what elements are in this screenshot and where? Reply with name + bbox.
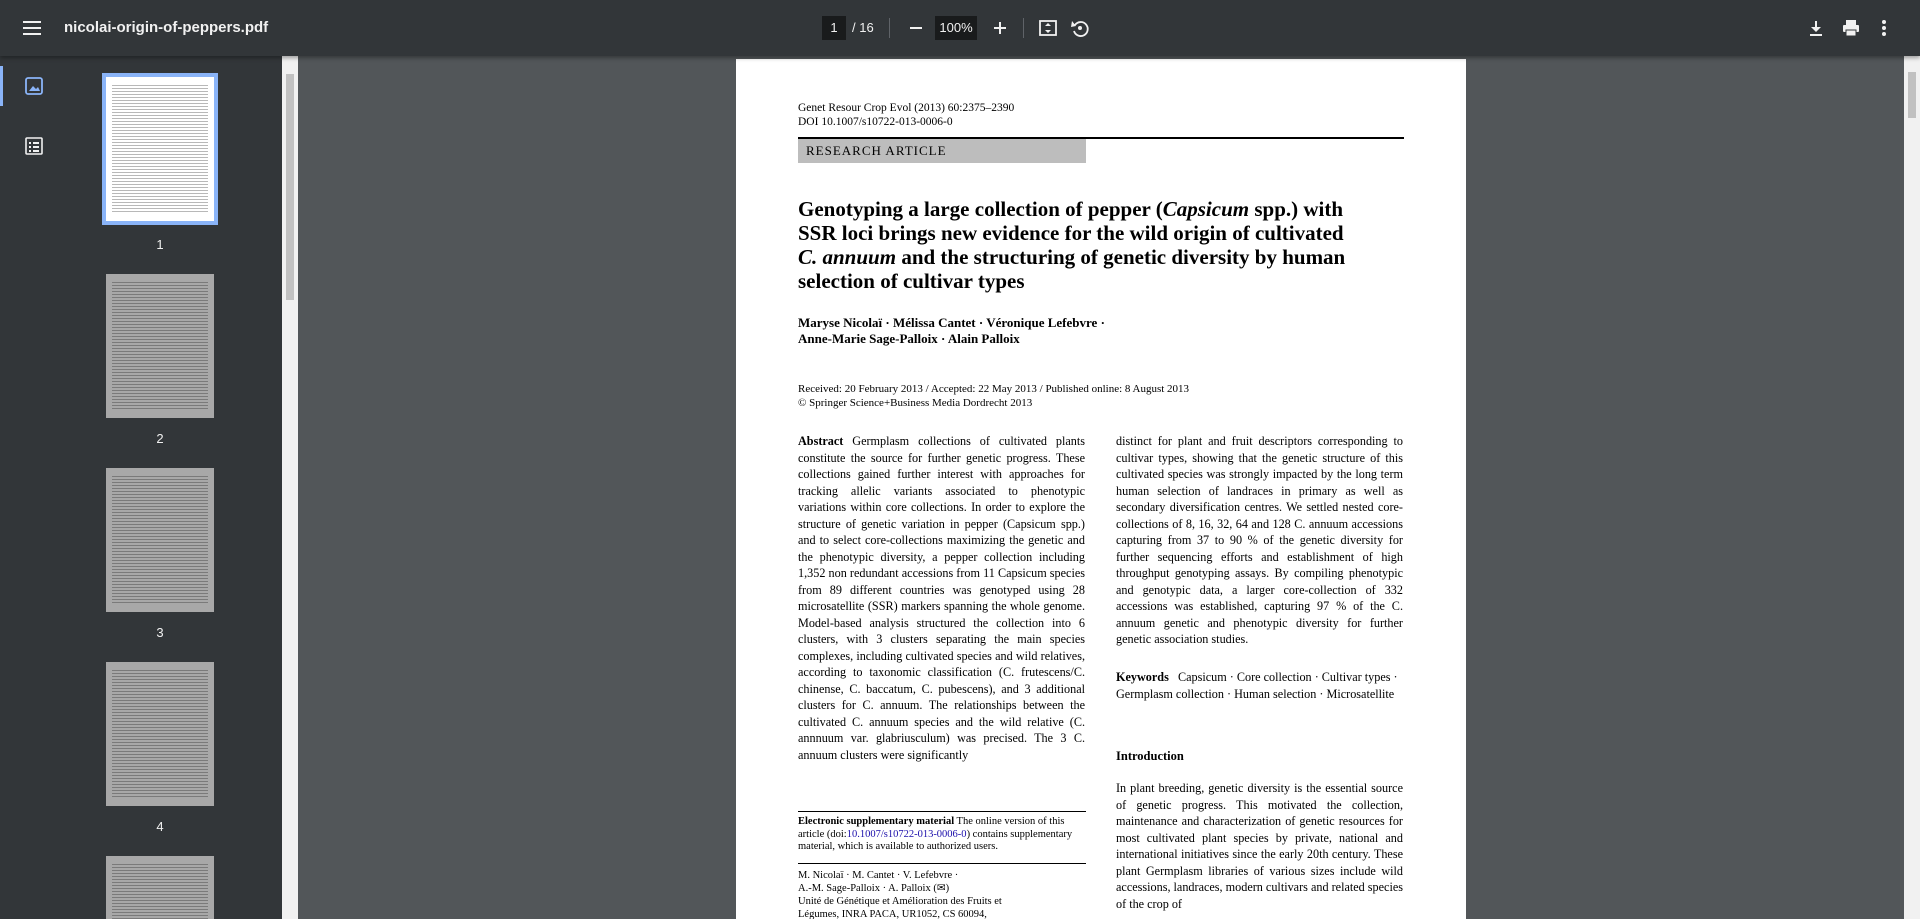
thumbnail-preview	[112, 864, 208, 919]
affiliation-line: Unité de Génétique et Amélioration des Fruits et	[798, 896, 1002, 907]
page-number-input[interactable]	[822, 16, 846, 40]
section-heading: Introduction	[1116, 749, 1184, 763]
affiliation-line: M. Nicolaï · M. Cantet · V. Lefebvre ·	[798, 870, 959, 881]
zoom-out-icon[interactable]	[904, 16, 928, 40]
main-scrollbar[interactable]	[1904, 56, 1920, 919]
thumbnails-view-button[interactable]	[0, 66, 68, 106]
page-thumbnail-1[interactable]	[106, 77, 214, 221]
affiliation-line: A.-M. Sage-Palloix · A. Palloix (✉)	[798, 883, 950, 894]
print-icon[interactable]	[1839, 16, 1863, 40]
abstract-right-column: distinct for plant and fruit descriptors corresponding to cultivar types, showing that the genetic structure of this cultivated species was strongly impacted by the long term human selection of landraces in primary as well as secondary diversification centres. We settled nested core-collections of 8, 16, 32, 64 and 128 C. annuum accessions capturing from 37 to 90 % of the genetic diversity for further sequencing efforts and establishment of high throughput genotyping assays. By compiling phenotypic and genotypic data, a larger core-collection of 332 accessions was established, capturing 97 % of the C. annuum genetic and phenotypic diversity for further genetic association studies.	[1116, 434, 1403, 646]
copyright-line: © Springer Science+Business Media Dordrecht 2013	[798, 396, 1033, 409]
pdf-page	[736, 59, 1466, 919]
zoom-input[interactable]	[935, 16, 977, 40]
toolbar-divider	[1023, 18, 1024, 38]
abstract-left-column: Abstract Germplasm collections of cultivated plants constitute the source for further genetic progress. These collections gained further interest with approaches for tracking allelic variants associated to phenotypic variations within core collections. In order to explore the structure of genetic variation in pepper (Capsicum spp.) and to select core-collections maximizing the genetic and the phenotypic diversity, a pepper collection including 1,352 non redundant accessions from 11 Capsicum species from 89 different countries was genotyped using 28 microsatellite (SSR) markers spanning the whole genome. Model-based analysis structured the collection into 6 clusters, with 3 clusters separating the main species complexes, including cultivated species and wild relatives, according to taxonomic classification (C. frutescens/C. chinense, C. baccatum, C. pubescens), and 3 additional clusters for C. annuum. The relationships between the cultivated C. annuum species and the wild relative (C. annnuum var. glabriusculum) was precised. The 3 C. annuum clusters were significantly	[798, 434, 1085, 762]
page-total: / 16	[852, 20, 874, 35]
page-thumbnail-2[interactable]	[106, 274, 214, 418]
thumbnail-preview	[112, 476, 208, 604]
fit-page-icon[interactable]	[1036, 16, 1060, 40]
article-title: Genotyping a large collection of pepper (Capsicum spp.) with SSR loci brings new evidence for the wild origin of cultivated C. annuum and the structuring of genetic diversity by human selection of cultivar types	[798, 197, 1346, 293]
document-viewer	[298, 56, 1904, 919]
footnote-rule	[798, 863, 1086, 864]
thumbnail-preview	[112, 670, 208, 798]
doi-link[interactable]: 10.1007/s10722-013-0006-0	[846, 828, 967, 840]
more-options-icon[interactable]	[1872, 16, 1896, 40]
article-type-banner: RESEARCH ARTICLE	[798, 139, 1086, 163]
list-icon	[0, 126, 68, 166]
publication-dates	[798, 383, 1189, 410]
sidebar-rail	[0, 56, 68, 919]
esm-footnote: Electronic supplementary material The online version of this article (doi:10.1007/s10722-013-0006-0) contains supplementary material, which is available to authorized users.	[798, 816, 1073, 852]
dates-line: Received: 20 February 2013 / Accepted: 22 May 2013 / Published online: 8 August 2013	[798, 383, 1190, 395]
pdf-toolbar	[0, 0, 1920, 56]
thumbnail-preview	[112, 282, 208, 410]
page-thumbnail-3[interactable]	[106, 468, 214, 612]
keywords: Keywords Capsicum · Core collection · Cultivar types · Germplasm collection · Human selection · Microsatellite	[1116, 670, 1398, 701]
sidebar-scrollbar[interactable]	[282, 56, 298, 919]
doi-line: DOI 10.1007/s10722-013-0006-0	[798, 116, 953, 128]
outline-view-button[interactable]	[0, 126, 68, 166]
thumbnail-label: 1	[156, 237, 164, 252]
download-icon[interactable]	[1804, 16, 1828, 40]
authors-line: Maryse Nicolaï · Mélissa Cantet · Véronique Lefebvre ·	[798, 315, 1105, 330]
authors-line: Anne-Marie Sage-Palloix · Alain Palloix	[798, 331, 1020, 346]
thumbnails-panel	[68, 56, 282, 919]
rotate-icon[interactable]	[1068, 16, 1092, 40]
introduction-text: In plant breeding, genetic diversity is the essential source of genetic progress. This motivated the collection, maintenance and characterization of genetic resources for most cultivated plant species by private, national and international initiatives since the early 20th century. These plant Germplasm libraries of various sizes include wild accessions, landraces, modern cultivars and related species of the crop of	[1116, 781, 1403, 911]
menu-icon[interactable]	[20, 16, 44, 40]
image-icon	[0, 66, 68, 106]
journal-line: Genet Resour Crop Evol (2013) 60:2375–2390	[798, 102, 1015, 114]
affiliation-line: Légumes, INRA PACA, UR1052, CS 60094,	[798, 909, 987, 919]
thumbnail-preview	[112, 85, 208, 213]
journal-citation	[798, 101, 1014, 129]
scrollbar-thumb[interactable]	[1908, 72, 1916, 118]
thumbnail-label: 4	[156, 819, 164, 834]
page-thumbnail-5[interactable]	[106, 856, 214, 919]
scrollbar-thumb[interactable]	[286, 74, 294, 300]
zoom-in-icon[interactable]	[988, 16, 1012, 40]
file-title: nicolai-origin-of-peppers.pdf	[64, 19, 269, 36]
thumbnail-label: 3	[156, 625, 164, 640]
page-thumbnail-4[interactable]	[106, 662, 214, 806]
affiliations	[798, 869, 1086, 919]
active-indicator	[0, 66, 3, 106]
thumbnail-label: 2	[156, 431, 164, 446]
toolbar-divider	[889, 18, 890, 38]
author-list	[798, 315, 1105, 347]
footnote-rule	[798, 811, 1086, 812]
